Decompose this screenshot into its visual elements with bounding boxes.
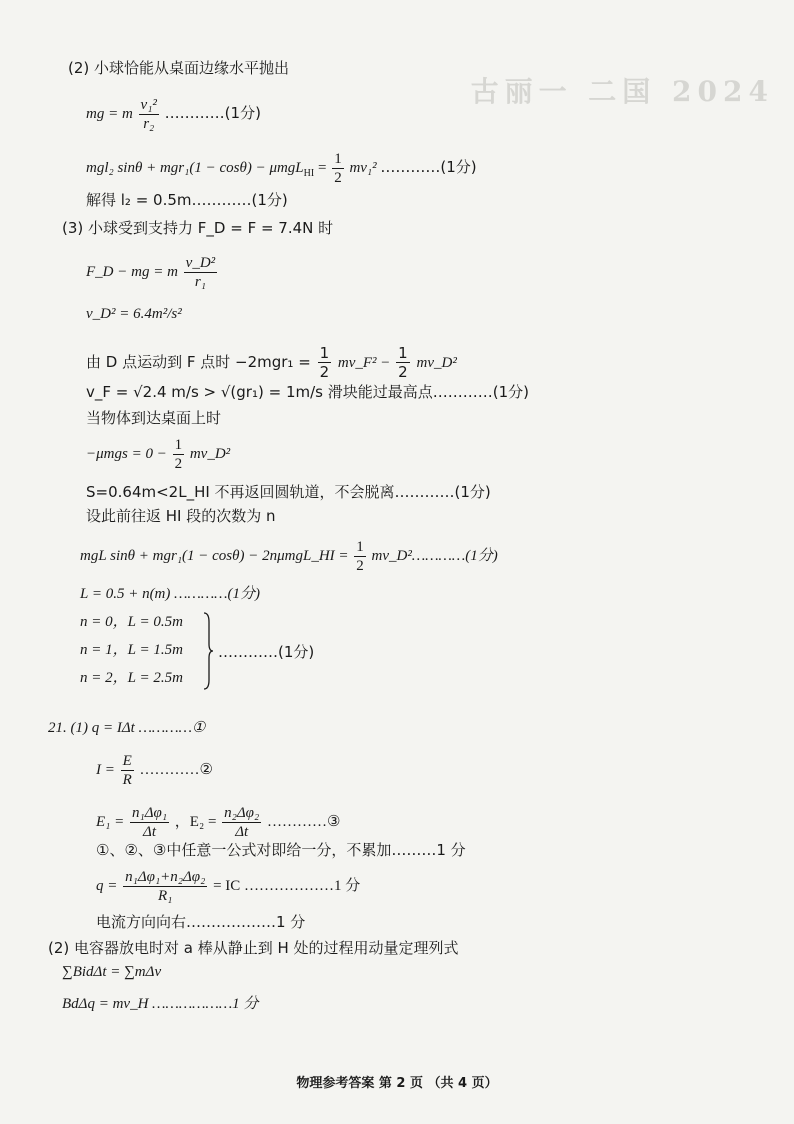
fraction: [139, 96, 159, 133]
numerator: 1: [356, 539, 364, 555]
denominator: r₁: [194, 274, 206, 290]
eq-end: …………②: [139, 761, 213, 778]
eq-mid: mv_F² −: [337, 355, 395, 371]
numerator: n₁Δφ₁: [132, 805, 168, 821]
separator: ，E₂ =: [174, 813, 221, 830]
eq-end: mv_D²: [189, 445, 231, 462]
denominator: 2: [398, 363, 408, 381]
momentum-result: BdΔq = mv_H ………………1 分: [62, 996, 259, 1012]
fraction: [222, 804, 261, 841]
denominator: Δt: [235, 824, 249, 840]
score: …………(1分): [380, 157, 477, 176]
vf-check: v_F = √2.4 m/s > √(gr₁) = 1m/s 滑块能过最高点…………(1分): [86, 383, 529, 401]
l-formula: L = 0.5 + n(m) …………(1分): [80, 586, 260, 602]
eq-lhs: 由 D 点运动到 F 点时 −2mgr₁ =: [86, 353, 316, 371]
eq-energy-n: [80, 538, 498, 575]
s-distance: S=0.64m<2L_HI 不再返回圆轨道，不会脱离…………(1分): [86, 483, 491, 501]
result-l2: 解得 l₂ = 0.5m…………(1分): [86, 191, 288, 209]
fraction: [318, 344, 332, 381]
section-2-heading: (2) 小球恰能从桌面边缘水平抛出: [68, 59, 290, 77]
case-n1: n = 1，L = 1.5m: [80, 642, 183, 658]
score: …………(1分): [164, 103, 261, 122]
fraction: [130, 804, 169, 841]
denominator: 2: [174, 456, 183, 472]
n-intro: 设此前往返 HI 段的次数为 n: [86, 507, 276, 525]
section-3-heading: (3) 小球受到支持力 F_D = F = 7.4N 时: [62, 219, 334, 237]
eq-ohm: [96, 752, 213, 789]
numerator: 1: [334, 151, 342, 167]
numerator: n₁Δφ₁+n₂Δφ₂: [125, 869, 206, 885]
q21-part2-heading: (2) 电容器放电时对 a 棒从静止到 H 处的过程用动量定理列式: [48, 939, 459, 957]
scoring-note: ①、②、③中任意一公式对即给一分，不累加………1 分: [96, 841, 466, 859]
q21-part1: 21. (1) q = IΔt …………①: [48, 720, 206, 736]
eq-lhs: F_D − mg = m: [86, 263, 178, 280]
fraction: [123, 868, 207, 905]
numerator: E: [122, 753, 132, 769]
numerator: v₁²: [140, 97, 157, 113]
momentum-sum: ∑BidΔt = ∑mΔv: [62, 964, 162, 980]
fraction: [332, 150, 344, 187]
eq-support-force: [86, 254, 219, 291]
eq-lhs: mg = m: [86, 105, 133, 122]
eq-rhs: mv₁²: [349, 159, 377, 176]
numerator: n₂Δφ₂: [224, 805, 260, 821]
eq-energy-1: [86, 150, 477, 187]
reach-table-text: 当物体到达桌面上时: [86, 409, 222, 427]
eq-friction: [86, 436, 230, 473]
eq-end: mv_D²: [416, 355, 457, 371]
numerator: 1: [174, 437, 183, 453]
eq-lhs: mgl₂ sinθ + mgr₁(1 − cosθ) − μmgL: [86, 159, 304, 176]
current-direction: 电流方向向右………………1 分: [96, 913, 306, 931]
fraction: [354, 538, 366, 575]
denominator: r₂: [143, 116, 155, 132]
case-n0: n = 0，L = 0.5m: [80, 614, 183, 630]
denominator: R: [122, 772, 132, 788]
eq-d-to-f: [86, 344, 457, 381]
right-brace-icon: [203, 612, 213, 690]
denominator: 2: [334, 170, 342, 186]
vd-squared: v_D² = 6.4m²/s²: [86, 306, 182, 322]
cases-score: …………(1分): [218, 643, 315, 661]
eq-end: mv_D²…………(1分): [371, 547, 498, 564]
fraction: [121, 752, 134, 789]
page-footer: 物理参考答案 第 2 页 （共 4 页）: [296, 1076, 498, 1091]
numerator: v_D²: [185, 255, 216, 271]
eq-lhs: q =: [96, 877, 122, 894]
numerator: 1: [319, 344, 330, 362]
denominator: 2: [356, 558, 364, 574]
denominator: 2: [319, 363, 330, 381]
numerator: 1: [398, 344, 408, 362]
eq-lhs: I =: [96, 761, 119, 778]
subscript: HI: [303, 167, 315, 179]
denominator: R₁: [158, 888, 173, 904]
equals: =: [314, 159, 331, 176]
fraction: [396, 344, 410, 381]
fraction: [173, 436, 185, 473]
eq-end: = IC ………………1 分: [213, 877, 361, 894]
eq-charge: [96, 868, 360, 905]
case-n2: n = 2，L = 2.5m: [80, 670, 183, 686]
bleed-through-header: 古丽一 二国 2024: [470, 75, 774, 108]
eq-lhs: E₁ =: [96, 813, 128, 830]
denominator: Δt: [143, 824, 157, 840]
fraction: [184, 254, 218, 291]
eq-end: …………③: [266, 813, 341, 830]
eq-centripetal: [86, 96, 261, 133]
eq-lhs: mgL sinθ + mgr₁(1 − cosθ) − 2nμmgL_HI =: [80, 547, 353, 564]
eq-lhs: −μmgs = 0 −: [86, 445, 171, 462]
eq-emf: [96, 804, 340, 841]
